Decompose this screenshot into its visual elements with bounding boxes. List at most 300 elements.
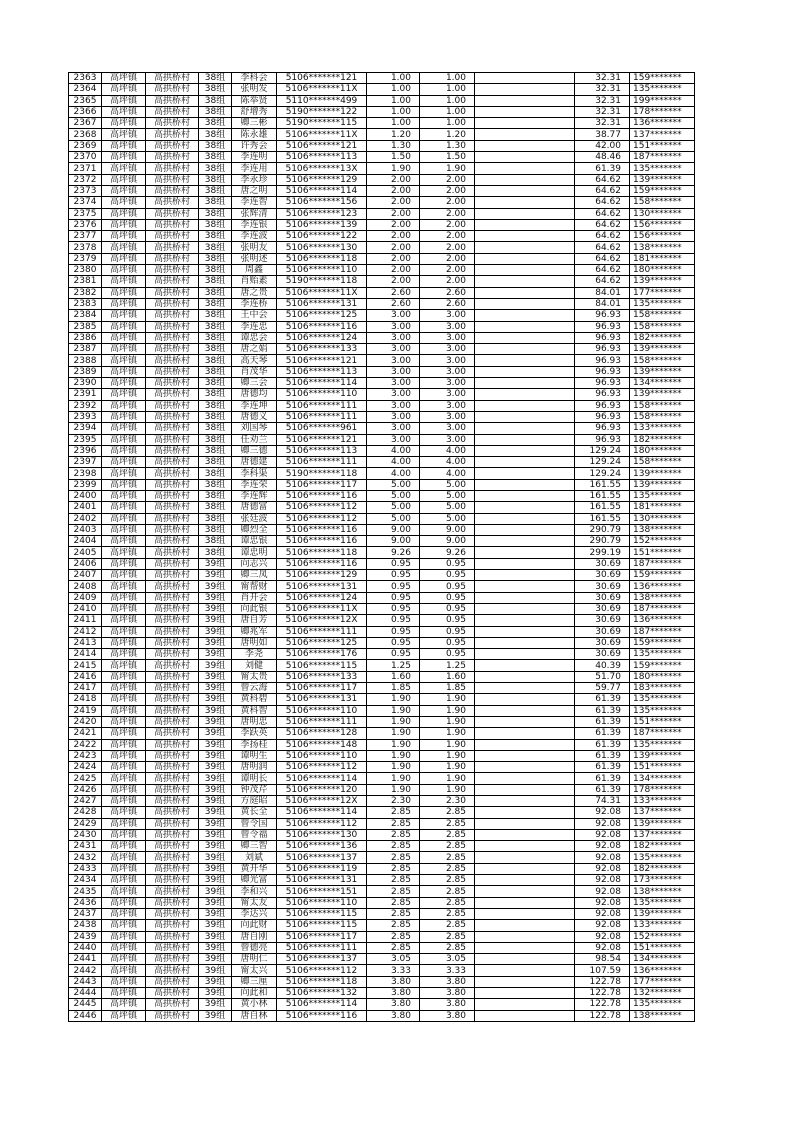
town-cell: 高坪镇 [102,660,146,671]
area-cell: 2.00 [367,174,420,185]
amount-cell: 96.93 [575,411,630,422]
blank-cell [475,875,575,886]
town-cell: 高坪镇 [102,355,146,366]
blank-cell [475,321,575,332]
id-number-cell: 5106*******115 [277,908,367,919]
name-cell: 卿三智 [232,841,277,852]
blank-cell [475,886,575,897]
id-number-cell: 5106*******124 [277,332,367,343]
phone-cell: 133******* [630,423,695,434]
phone-cell: 187******* [630,558,695,569]
row-number-cell: 2425 [69,773,102,784]
blank-cell [475,852,575,863]
area-cell: 2.00 [367,231,420,242]
id-number-cell: 5106*******11X [277,603,367,614]
phone-cell: 151******* [630,942,695,953]
phone-cell: 158******* [630,310,695,321]
confirmed-area-cell: 2.00 [420,208,475,219]
group-cell: 39组 [199,660,232,671]
id-number-cell: 5106*******131 [277,694,367,705]
group-cell: 38组 [199,242,232,253]
name-cell: 曾德亮 [232,942,277,953]
area-cell: 1.90 [367,773,420,784]
table-row [69,1010,695,1021]
group-cell: 38组 [199,502,232,513]
id-number-cell: 5106*******110 [277,897,367,908]
group-cell: 39组 [199,784,232,795]
town-cell: 高坪镇 [102,875,146,886]
table-row [69,434,695,445]
phone-cell: 135******* [630,739,695,750]
group-cell: 39组 [199,897,232,908]
table-row [69,208,695,219]
blank-cell [475,298,575,309]
amount-cell: 51.70 [575,671,630,682]
village-cell: 高拱桥村 [146,818,199,829]
amount-cell: 64.62 [575,253,630,264]
town-cell: 高坪镇 [102,570,146,581]
blank-cell [475,219,575,230]
village-cell: 高拱桥村 [146,897,199,908]
name-cell: 张明友 [232,242,277,253]
name-cell: 肖茂华 [232,366,277,377]
town-cell: 高坪镇 [102,931,146,942]
confirmed-area-cell: 0.95 [420,626,475,637]
row-number-cell: 2431 [69,841,102,852]
village-cell: 高拱桥村 [146,265,199,276]
blank-cell [475,558,575,569]
village-cell: 高拱桥村 [146,197,199,208]
group-cell: 38组 [199,547,232,558]
phone-cell: 182******* [630,332,695,343]
blank-cell [475,253,575,264]
name-cell: 向此财 [232,920,277,931]
village-cell: 高拱桥村 [146,411,199,422]
town-cell: 高坪镇 [102,185,146,196]
group-cell: 38组 [199,253,232,264]
row-number-cell: 2427 [69,796,102,807]
name-cell: 曾令福 [232,829,277,840]
id-number-cell: 5190*******122 [277,106,367,117]
town-cell: 高坪镇 [102,547,146,558]
table-row [69,524,695,535]
town-cell: 高坪镇 [102,366,146,377]
area-cell: 1.00 [367,84,420,95]
phone-cell: 139******* [630,818,695,829]
blank-cell [475,570,575,581]
amount-cell: 96.93 [575,355,630,366]
area-cell: 3.00 [367,355,420,366]
blank-cell [475,366,575,377]
name-cell: 唐明润 [232,762,277,773]
town-cell: 高坪镇 [102,423,146,434]
confirmed-area-cell: 2.60 [420,287,475,298]
group-cell: 38组 [199,208,232,219]
group-cell: 38组 [199,400,232,411]
village-cell: 高拱桥村 [146,310,199,321]
amount-cell: 96.93 [575,389,630,400]
village-cell: 高拱桥村 [146,366,199,377]
blank-cell [475,773,575,784]
id-number-cell: 5106*******128 [277,728,367,739]
phone-cell: 199******* [630,95,695,106]
row-number-cell: 2388 [69,355,102,366]
name-cell: 李连坤 [232,400,277,411]
row-number-cell: 2392 [69,400,102,411]
id-number-cell: 5106*******122 [277,231,367,242]
group-cell: 38组 [199,321,232,332]
area-cell: 3.00 [367,423,420,434]
amount-cell: 92.08 [575,841,630,852]
town-cell: 高坪镇 [102,965,146,976]
confirmed-area-cell: 2.00 [420,231,475,242]
group-cell: 38组 [199,389,232,400]
phone-cell: 182******* [630,434,695,445]
table-row [69,716,695,727]
town-cell: 高坪镇 [102,253,146,264]
amount-cell: 290.79 [575,524,630,535]
area-cell: 9.00 [367,524,420,535]
town-cell: 高坪镇 [102,626,146,637]
group-cell: 39组 [199,683,232,694]
row-number-cell: 2377 [69,231,102,242]
town-cell: 高坪镇 [102,863,146,874]
row-number-cell: 2383 [69,298,102,309]
phone-cell: 135******* [630,999,695,1010]
town-cell: 高坪镇 [102,502,146,513]
town-cell: 高坪镇 [102,796,146,807]
confirmed-area-cell: 2.85 [420,897,475,908]
name-cell: 黄小林 [232,999,277,1010]
village-cell: 高拱桥村 [146,908,199,919]
id-number-cell: 5106*******11X [277,287,367,298]
table-row [69,197,695,208]
row-number-cell: 2437 [69,908,102,919]
amount-cell: 61.39 [575,739,630,750]
village-cell: 高拱桥村 [146,547,199,558]
area-cell: 9.00 [367,536,420,547]
confirmed-area-cell: 3.00 [420,411,475,422]
town-cell: 高坪镇 [102,219,146,230]
id-number-cell: 5106*******12X [277,615,367,626]
blank-cell [475,796,575,807]
amount-cell: 61.39 [575,728,630,739]
amount-cell: 96.93 [575,321,630,332]
confirmed-area-cell: 2.00 [420,265,475,276]
blank-cell [475,976,575,987]
name-cell: 张廷波 [232,513,277,524]
name-cell: 曾云海 [232,683,277,694]
confirmed-area-cell: 9.00 [420,536,475,547]
blank-cell [475,95,575,106]
blank-cell [475,129,575,140]
table-row [69,796,695,807]
blank-cell [475,705,575,716]
name-cell: 李科渠 [232,468,277,479]
name-cell: 刘健 [232,660,277,671]
blank-cell [475,908,575,919]
amount-cell: 299.19 [575,547,630,558]
area-cell: 4.00 [367,468,420,479]
name-cell: 钟茂芹 [232,784,277,795]
blank-cell [475,841,575,852]
group-cell: 38组 [199,95,232,106]
town-cell: 高坪镇 [102,118,146,129]
table-row [69,694,695,705]
town-cell: 高坪镇 [102,886,146,897]
village-cell: 高拱桥村 [146,739,199,750]
row-number-cell: 2385 [69,321,102,332]
village-cell: 高拱桥村 [146,185,199,196]
table-row [69,276,695,287]
phone-cell: 158******* [630,411,695,422]
group-cell: 39组 [199,796,232,807]
area-cell: 1.30 [367,140,420,151]
town-cell: 高坪镇 [102,513,146,524]
area-cell: 5.00 [367,502,420,513]
village-cell: 高拱桥村 [146,649,199,660]
town-cell: 高坪镇 [102,954,146,965]
confirmed-area-cell: 2.85 [420,818,475,829]
phone-cell: 159******* [630,185,695,196]
blank-cell [475,344,575,355]
table-row [69,355,695,366]
blank-cell [475,140,575,151]
id-number-cell: 5106*******151 [277,886,367,897]
table-row [69,908,695,919]
area-cell: 2.85 [367,897,420,908]
confirmed-area-cell: 2.00 [420,197,475,208]
row-number-cell: 2438 [69,920,102,931]
table-row [69,298,695,309]
village-cell: 高拱桥村 [146,129,199,140]
name-cell: 谭忠银 [232,536,277,547]
name-cell: 李扬桂 [232,739,277,750]
amount-cell: 92.08 [575,829,630,840]
id-number-cell: 5106*******111 [277,942,367,953]
confirmed-area-cell: 2.85 [420,875,475,886]
blank-cell [475,716,575,727]
row-number-cell: 2442 [69,965,102,976]
village-cell: 高拱桥村 [146,570,199,581]
phone-cell: 180******* [630,265,695,276]
id-number-cell: 5106*******115 [277,920,367,931]
amount-cell: 84.01 [575,287,630,298]
town-cell: 高坪镇 [102,536,146,547]
phone-cell: 156******* [630,219,695,230]
id-number-cell: 5106*******114 [277,999,367,1010]
name-cell: 卿三凤 [232,570,277,581]
village-cell: 高拱桥村 [146,490,199,501]
confirmed-area-cell: 5.00 [420,490,475,501]
town-cell: 高坪镇 [102,908,146,919]
name-cell: 唐自刚 [232,931,277,942]
row-number-cell: 2397 [69,457,102,468]
row-number-cell: 2396 [69,445,102,456]
table-row [69,852,695,863]
phone-cell: 138******* [630,242,695,253]
id-number-cell: 5106*******148 [277,739,367,750]
group-cell: 38组 [199,366,232,377]
phone-cell: 151******* [630,140,695,151]
town-cell: 高坪镇 [102,897,146,908]
confirmed-area-cell: 1.25 [420,660,475,671]
confirmed-area-cell: 0.95 [420,592,475,603]
town-cell: 高坪镇 [102,152,146,163]
id-number-cell: 5106*******118 [277,976,367,987]
name-cell: 曾令国 [232,818,277,829]
town-cell: 高坪镇 [102,694,146,705]
table-row [69,976,695,987]
area-cell: 1.00 [367,106,420,117]
group-cell: 39组 [199,773,232,784]
confirmed-area-cell: 1.90 [420,784,475,795]
phone-cell: 151******* [630,762,695,773]
row-number-cell: 2374 [69,197,102,208]
group-cell: 38组 [199,344,232,355]
id-number-cell: 5106*******114 [277,807,367,818]
name-cell: 陈永雄 [232,129,277,140]
amount-cell: 30.69 [575,603,630,614]
village-cell: 高拱桥村 [146,875,199,886]
blank-cell [475,73,575,84]
row-number-cell: 2417 [69,683,102,694]
phone-cell: 139******* [630,908,695,919]
blank-cell [475,683,575,694]
row-number-cell: 2428 [69,807,102,818]
group-cell: 38组 [199,163,232,174]
area-cell: 0.95 [367,592,420,603]
name-cell: 肖贻素 [232,276,277,287]
name-cell: 唐德义 [232,411,277,422]
id-number-cell: 5106*******130 [277,829,367,840]
confirmed-area-cell: 0.95 [420,603,475,614]
amount-cell: 161.55 [575,502,630,513]
blank-cell [475,954,575,965]
area-cell: 3.00 [367,378,420,389]
confirmed-area-cell: 1.90 [420,739,475,750]
area-cell: 3.80 [367,976,420,987]
id-number-cell: 5106*******11X [277,129,367,140]
name-cell: 甯帮财 [232,581,277,592]
area-cell: 1.90 [367,739,420,750]
group-cell: 39组 [199,863,232,874]
area-cell: 2.85 [367,829,420,840]
id-number-cell: 5106*******116 [277,321,367,332]
table-row [69,592,695,603]
town-cell: 高坪镇 [102,999,146,1010]
phone-cell: 152******* [630,536,695,547]
area-cell: 2.60 [367,298,420,309]
row-number-cell: 2368 [69,129,102,140]
row-number-cell: 2379 [69,253,102,264]
village-cell: 高拱桥村 [146,841,199,852]
village-cell: 高拱桥村 [146,671,199,682]
group-cell: 38组 [199,174,232,185]
amount-cell: 61.39 [575,694,630,705]
table-row [69,660,695,671]
table-row [69,106,695,117]
area-cell: 3.80 [367,988,420,999]
blank-cell [475,490,575,501]
row-number-cell: 2380 [69,265,102,276]
confirmed-area-cell: 4.00 [420,468,475,479]
group-cell: 39组 [199,626,232,637]
amount-cell: 30.69 [575,592,630,603]
area-cell: 5.00 [367,490,420,501]
table-row [69,366,695,377]
village-cell: 高拱桥村 [146,773,199,784]
area-cell: 3.00 [367,344,420,355]
area-cell: 2.00 [367,276,420,287]
area-cell: 2.85 [367,875,420,886]
confirmed-area-cell: 0.95 [420,637,475,648]
amount-cell: 59.77 [575,683,630,694]
town-cell: 高坪镇 [102,479,146,490]
name-cell: 李连明 [232,152,277,163]
town-cell: 高坪镇 [102,784,146,795]
table-row [69,886,695,897]
town-cell: 高坪镇 [102,671,146,682]
blank-cell [475,671,575,682]
blank-cell [475,818,575,829]
id-number-cell: 5106*******133 [277,671,367,682]
town-cell: 高坪镇 [102,852,146,863]
id-number-cell: 5106*******116 [277,558,367,569]
id-number-cell: 5106*******113 [277,366,367,377]
row-number-cell: 2422 [69,739,102,750]
group-cell: 39组 [199,976,232,987]
group-cell: 39组 [199,965,232,976]
confirmed-area-cell: 2.85 [420,807,475,818]
name-cell: 唐自林 [232,1010,277,1021]
town-cell: 高坪镇 [102,287,146,298]
phone-cell: 187******* [630,603,695,614]
blank-cell [475,400,575,411]
id-number-cell: 5106*******111 [277,716,367,727]
amount-cell: 92.08 [575,908,630,919]
village-cell: 高拱桥村 [146,954,199,965]
amount-cell: 61.39 [575,705,630,716]
confirmed-area-cell: 1.90 [420,694,475,705]
confirmed-area-cell: 0.95 [420,649,475,660]
table-row [69,310,695,321]
table-row [69,378,695,389]
village-cell: 高拱桥村 [146,219,199,230]
amount-cell: 32.31 [575,73,630,84]
area-cell: 2.85 [367,852,420,863]
confirmed-area-cell: 2.85 [420,942,475,953]
amount-cell: 92.08 [575,807,630,818]
row-number-cell: 2444 [69,988,102,999]
phone-cell: 135******* [630,163,695,174]
table-row [69,457,695,468]
town-cell: 高坪镇 [102,524,146,535]
group-cell: 39组 [199,750,232,761]
group-cell: 38组 [199,434,232,445]
row-number-cell: 2402 [69,513,102,524]
blank-cell [475,637,575,648]
confirmed-area-cell: 5.00 [420,502,475,513]
row-number-cell: 2401 [69,502,102,513]
amount-cell: 64.62 [575,265,630,276]
name-cell: 唐德富 [232,502,277,513]
village-cell: 高拱桥村 [146,152,199,163]
confirmed-area-cell: 2.30 [420,796,475,807]
town-cell: 高坪镇 [102,321,146,332]
amount-cell: 30.69 [575,615,630,626]
town-cell: 高坪镇 [102,84,146,95]
